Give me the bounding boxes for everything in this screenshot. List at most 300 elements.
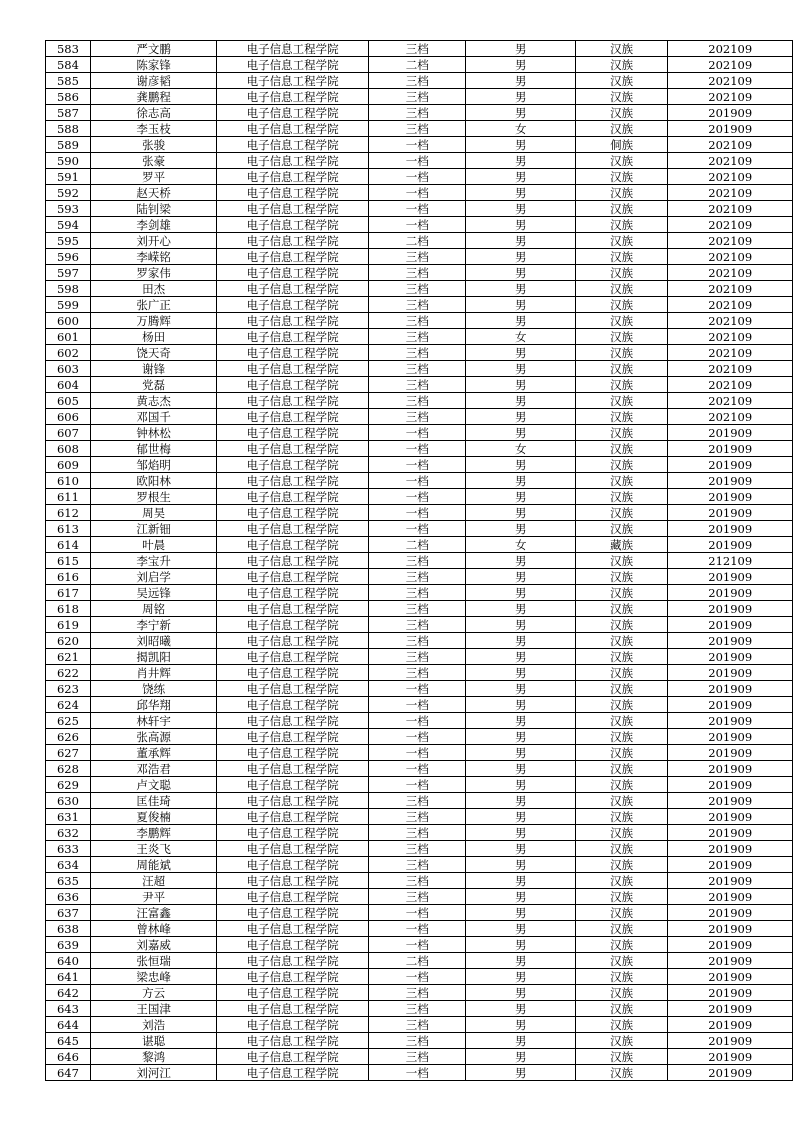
cell-college: 电子信息工程学院 [217,729,369,745]
cell-row-number: 636 [46,889,91,905]
cell-row-number: 627 [46,745,91,761]
cell-gender: 男 [466,297,575,313]
cell-gender: 男 [466,393,575,409]
cell-enrollment-date: 201909 [668,889,793,905]
cell-row-number: 618 [46,601,91,617]
table-row [46,73,793,89]
cell-grade-level: 一档 [368,217,466,233]
cell-gender: 男 [466,809,575,825]
cell-grade-level: 三档 [368,1001,466,1017]
cell-student-name: 匡佳琦 [90,793,216,809]
cell-student-name: 李鹏辉 [90,825,216,841]
cell-student-name: 刘启学 [90,569,216,585]
cell-college: 电子信息工程学院 [217,857,369,873]
cell-grade-level: 三档 [368,649,466,665]
table-row [46,457,793,473]
cell-enrollment-date: 201909 [668,697,793,713]
cell-college: 电子信息工程学院 [217,201,369,217]
cell-enrollment-date: 201909 [668,873,793,889]
cell-college: 电子信息工程学院 [217,121,369,137]
cell-ethnicity: 汉族 [575,57,668,73]
cell-grade-level: 一档 [368,697,466,713]
cell-gender: 男 [466,489,575,505]
cell-student-name: 周昊 [90,505,216,521]
cell-student-name: 揭凯阳 [90,649,216,665]
table-row [46,329,793,345]
table-row [46,377,793,393]
cell-enrollment-date: 201909 [668,601,793,617]
cell-ethnicity: 汉族 [575,249,668,265]
student-list-table [45,40,793,1081]
cell-college: 电子信息工程学院 [217,825,369,841]
cell-enrollment-date: 201909 [668,985,793,1001]
cell-row-number: 628 [46,761,91,777]
table-row [46,297,793,313]
cell-ethnicity: 汉族 [575,745,668,761]
cell-college: 电子信息工程学院 [217,265,369,281]
cell-gender: 男 [466,777,575,793]
cell-row-number: 583 [46,41,91,57]
cell-enrollment-date: 202109 [668,265,793,281]
cell-grade-level: 三档 [368,73,466,89]
cell-college: 电子信息工程学院 [217,297,369,313]
cell-enrollment-date: 201909 [668,921,793,937]
cell-ethnicity: 汉族 [575,985,668,1001]
cell-grade-level: 三档 [368,393,466,409]
cell-student-name: 罗家伟 [90,265,216,281]
cell-student-name: 党磊 [90,377,216,393]
cell-college: 电子信息工程学院 [217,553,369,569]
cell-ethnicity: 汉族 [575,185,668,201]
table-row [46,537,793,553]
cell-gender: 男 [466,857,575,873]
cell-grade-level: 三档 [368,809,466,825]
table-row [46,921,793,937]
table-row [46,201,793,217]
cell-grade-level: 一档 [368,473,466,489]
cell-grade-level: 三档 [368,121,466,137]
cell-college: 电子信息工程学院 [217,697,369,713]
cell-gender: 男 [466,649,575,665]
table-row [46,281,793,297]
cell-ethnicity: 汉族 [575,73,668,89]
table-row [46,521,793,537]
cell-college: 电子信息工程学院 [217,425,369,441]
cell-student-name: 曾林峰 [90,921,216,937]
cell-row-number: 589 [46,137,91,153]
table-row [46,713,793,729]
cell-row-number: 616 [46,569,91,585]
cell-grade-level: 一档 [368,729,466,745]
cell-grade-level: 三档 [368,569,466,585]
cell-grade-level: 二档 [368,537,466,553]
cell-enrollment-date: 202109 [668,153,793,169]
cell-college: 电子信息工程学院 [217,1065,369,1081]
cell-enrollment-date: 201909 [668,681,793,697]
cell-gender: 男 [466,249,575,265]
cell-ethnicity: 汉族 [575,633,668,649]
cell-gender: 男 [466,105,575,121]
cell-enrollment-date: 201909 [668,489,793,505]
cell-ethnicity: 汉族 [575,393,668,409]
cell-college: 电子信息工程学院 [217,617,369,633]
cell-ethnicity: 汉族 [575,505,668,521]
cell-student-name: 龚鹏程 [90,89,216,105]
cell-ethnicity: 汉族 [575,409,668,425]
cell-student-name: 李宝升 [90,553,216,569]
cell-gender: 男 [466,905,575,921]
cell-enrollment-date: 201909 [668,793,793,809]
cell-ethnicity: 汉族 [575,585,668,601]
cell-college: 电子信息工程学院 [217,681,369,697]
cell-ethnicity: 汉族 [575,713,668,729]
cell-college: 电子信息工程学院 [217,921,369,937]
table-row [46,633,793,649]
cell-row-number: 620 [46,633,91,649]
cell-student-name: 汪富鑫 [90,905,216,921]
table-row [46,649,793,665]
cell-student-name: 梁忠峰 [90,969,216,985]
cell-ethnicity: 汉族 [575,281,668,297]
cell-ethnicity: 汉族 [575,297,668,313]
cell-enrollment-date: 201909 [668,537,793,553]
cell-college: 电子信息工程学院 [217,809,369,825]
cell-ethnicity: 汉族 [575,937,668,953]
cell-enrollment-date: 201909 [668,729,793,745]
table-row [46,425,793,441]
table-row [46,441,793,457]
cell-ethnicity: 汉族 [575,873,668,889]
cell-college: 电子信息工程学院 [217,985,369,1001]
cell-college: 电子信息工程学院 [217,793,369,809]
cell-ethnicity: 汉族 [575,681,668,697]
cell-college: 电子信息工程学院 [217,505,369,521]
cell-college: 电子信息工程学院 [217,169,369,185]
cell-grade-level: 三档 [368,329,466,345]
cell-row-number: 601 [46,329,91,345]
cell-ethnicity: 汉族 [575,569,668,585]
cell-grade-level: 一档 [368,905,466,921]
cell-grade-level: 三档 [368,553,466,569]
cell-gender: 男 [466,89,575,105]
cell-ethnicity: 汉族 [575,89,668,105]
cell-student-name: 叶晨 [90,537,216,553]
cell-gender: 男 [466,969,575,985]
cell-enrollment-date: 201909 [668,1033,793,1049]
cell-grade-level: 二档 [368,57,466,73]
cell-grade-level: 三档 [368,345,466,361]
cell-student-name: 谌聪 [90,1033,216,1049]
cell-student-name: 方云 [90,985,216,1001]
cell-row-number: 642 [46,985,91,1001]
cell-grade-level: 一档 [368,201,466,217]
cell-gender: 男 [466,153,575,169]
cell-gender: 男 [466,713,575,729]
cell-enrollment-date: 201909 [668,777,793,793]
cell-grade-level: 三档 [368,793,466,809]
cell-enrollment-date: 201909 [668,121,793,137]
cell-enrollment-date: 201909 [668,569,793,585]
cell-gender: 男 [466,729,575,745]
cell-grade-level: 三档 [368,873,466,889]
cell-student-name: 邓浩君 [90,761,216,777]
cell-row-number: 629 [46,777,91,793]
cell-row-number: 639 [46,937,91,953]
cell-ethnicity: 汉族 [575,553,668,569]
cell-enrollment-date: 202109 [668,89,793,105]
cell-row-number: 646 [46,1049,91,1065]
cell-ethnicity: 汉族 [575,361,668,377]
cell-enrollment-date: 201909 [668,953,793,969]
cell-ethnicity: 汉族 [575,121,668,137]
cell-gender: 男 [466,1033,575,1049]
cell-grade-level: 一档 [368,761,466,777]
cell-college: 电子信息工程学院 [217,409,369,425]
cell-grade-level: 一档 [368,185,466,201]
cell-student-name: 刘浩 [90,1017,216,1033]
cell-grade-level: 三档 [368,665,466,681]
cell-student-name: 郁世梅 [90,441,216,457]
cell-college: 电子信息工程学院 [217,1033,369,1049]
cell-enrollment-date: 202109 [668,297,793,313]
cell-grade-level: 三档 [368,825,466,841]
cell-gender: 男 [466,937,575,953]
cell-student-name: 刘昭曦 [90,633,216,649]
cell-grade-level: 三档 [368,281,466,297]
cell-grade-level: 二档 [368,233,466,249]
cell-grade-level: 一档 [368,137,466,153]
cell-row-number: 607 [46,425,91,441]
cell-ethnicity: 汉族 [575,969,668,985]
cell-college: 电子信息工程学院 [217,313,369,329]
cell-enrollment-date: 202109 [668,73,793,89]
cell-enrollment-date: 201909 [668,473,793,489]
table-row [46,905,793,921]
cell-ethnicity: 汉族 [575,377,668,393]
cell-ethnicity: 汉族 [575,665,668,681]
cell-row-number: 619 [46,617,91,633]
table-row [46,761,793,777]
cell-ethnicity: 汉族 [575,1065,668,1081]
cell-gender: 男 [466,841,575,857]
cell-student-name: 饶练 [90,681,216,697]
cell-grade-level: 三档 [368,857,466,873]
cell-enrollment-date: 202109 [668,137,793,153]
cell-student-name: 徐志高 [90,105,216,121]
cell-enrollment-date: 201909 [668,441,793,457]
cell-grade-level: 一档 [368,425,466,441]
cell-enrollment-date: 201909 [668,457,793,473]
cell-student-name: 邱华翔 [90,697,216,713]
cell-college: 电子信息工程学院 [217,457,369,473]
cell-ethnicity: 汉族 [575,1001,668,1017]
cell-grade-level: 三档 [368,265,466,281]
cell-gender: 男 [466,745,575,761]
cell-enrollment-date: 201909 [668,969,793,985]
cell-ethnicity: 汉族 [575,313,668,329]
cell-student-name: 王国津 [90,1001,216,1017]
cell-row-number: 611 [46,489,91,505]
table-row [46,409,793,425]
cell-gender: 女 [466,121,575,137]
cell-college: 电子信息工程学院 [217,521,369,537]
cell-enrollment-date: 202109 [668,377,793,393]
cell-college: 电子信息工程学院 [217,761,369,777]
cell-college: 电子信息工程学院 [217,969,369,985]
cell-college: 电子信息工程学院 [217,41,369,57]
cell-row-number: 597 [46,265,91,281]
cell-grade-level: 三档 [368,633,466,649]
cell-student-name: 林轩宇 [90,713,216,729]
cell-row-number: 599 [46,297,91,313]
table-row [46,153,793,169]
cell-ethnicity: 汉族 [575,201,668,217]
cell-student-name: 肖井辉 [90,665,216,681]
cell-row-number: 600 [46,313,91,329]
cell-ethnicity: 汉族 [575,265,668,281]
cell-gender: 男 [466,761,575,777]
cell-grade-level: 三档 [368,249,466,265]
cell-row-number: 632 [46,825,91,841]
cell-ethnicity: 汉族 [575,233,668,249]
cell-college: 电子信息工程学院 [217,217,369,233]
table-row [46,1001,793,1017]
table-row [46,825,793,841]
cell-grade-level: 一档 [368,969,466,985]
table-row [46,793,793,809]
cell-college: 电子信息工程学院 [217,473,369,489]
table-row [46,985,793,1001]
cell-ethnicity: 汉族 [575,649,668,665]
cell-grade-level: 一档 [368,937,466,953]
table-row [46,681,793,697]
table-row [46,697,793,713]
cell-row-number: 621 [46,649,91,665]
cell-row-number: 595 [46,233,91,249]
cell-ethnicity: 藏族 [575,537,668,553]
cell-row-number: 623 [46,681,91,697]
cell-ethnicity: 汉族 [575,105,668,121]
cell-enrollment-date: 202109 [668,409,793,425]
cell-gender: 男 [466,553,575,569]
cell-row-number: 626 [46,729,91,745]
cell-grade-level: 三档 [368,297,466,313]
cell-ethnicity: 汉族 [575,617,668,633]
cell-college: 电子信息工程学院 [217,361,369,377]
cell-grade-level: 三档 [368,1017,466,1033]
table-row [46,137,793,153]
cell-row-number: 605 [46,393,91,409]
cell-row-number: 603 [46,361,91,377]
cell-row-number: 594 [46,217,91,233]
cell-row-number: 596 [46,249,91,265]
cell-grade-level: 一档 [368,153,466,169]
cell-ethnicity: 汉族 [575,1033,668,1049]
table-row [46,809,793,825]
cell-gender: 男 [466,217,575,233]
cell-college: 电子信息工程学院 [217,233,369,249]
cell-enrollment-date: 201909 [668,665,793,681]
cell-gender: 男 [466,345,575,361]
table-row [46,1033,793,1049]
table-row [46,953,793,969]
cell-row-number: 585 [46,73,91,89]
cell-row-number: 641 [46,969,91,985]
cell-row-number: 630 [46,793,91,809]
cell-row-number: 614 [46,537,91,553]
cell-row-number: 612 [46,505,91,521]
cell-gender: 男 [466,793,575,809]
cell-grade-level: 一档 [368,713,466,729]
cell-college: 电子信息工程学院 [217,441,369,457]
table-row [46,121,793,137]
table-row [46,185,793,201]
cell-ethnicity: 汉族 [575,761,668,777]
cell-gender: 男 [466,233,575,249]
cell-row-number: 593 [46,201,91,217]
cell-ethnicity: 汉族 [575,345,668,361]
cell-ethnicity: 汉族 [575,1049,668,1065]
cell-student-name: 邹焰明 [90,457,216,473]
cell-enrollment-date: 202109 [668,169,793,185]
cell-ethnicity: 汉族 [575,841,668,857]
cell-college: 电子信息工程学院 [217,489,369,505]
cell-enrollment-date: 201909 [668,585,793,601]
cell-college: 电子信息工程学院 [217,345,369,361]
cell-gender: 男 [466,569,575,585]
cell-gender: 男 [466,681,575,697]
cell-ethnicity: 汉族 [575,1017,668,1033]
cell-grade-level: 一档 [368,489,466,505]
cell-row-number: 604 [46,377,91,393]
cell-student-name: 邓国千 [90,409,216,425]
table-row [46,249,793,265]
cell-row-number: 635 [46,873,91,889]
table-body [46,41,793,1081]
table-row [46,1049,793,1065]
cell-grade-level: 一档 [368,521,466,537]
cell-gender: 男 [466,457,575,473]
cell-row-number: 624 [46,697,91,713]
cell-ethnicity: 汉族 [575,729,668,745]
cell-college: 电子信息工程学院 [217,873,369,889]
table-row [46,345,793,361]
cell-college: 电子信息工程学院 [217,73,369,89]
cell-college: 电子信息工程学院 [217,377,369,393]
cell-gender: 男 [466,953,575,969]
cell-student-name: 江新钿 [90,521,216,537]
table-row [46,489,793,505]
cell-student-name: 张骏 [90,137,216,153]
cell-gender: 男 [466,1017,575,1033]
table-row [46,169,793,185]
cell-grade-level: 三档 [368,89,466,105]
cell-enrollment-date: 201909 [668,905,793,921]
table-row [46,937,793,953]
cell-grade-level: 一档 [368,441,466,457]
cell-row-number: 644 [46,1017,91,1033]
cell-ethnicity: 汉族 [575,809,668,825]
cell-ethnicity: 汉族 [575,857,668,873]
table-row [46,313,793,329]
cell-student-name: 周能斌 [90,857,216,873]
table-row [46,233,793,249]
cell-student-name: 黄志杰 [90,393,216,409]
cell-college: 电子信息工程学院 [217,713,369,729]
cell-student-name: 杨田 [90,329,216,345]
cell-enrollment-date: 202109 [668,313,793,329]
cell-enrollment-date: 202109 [668,329,793,345]
